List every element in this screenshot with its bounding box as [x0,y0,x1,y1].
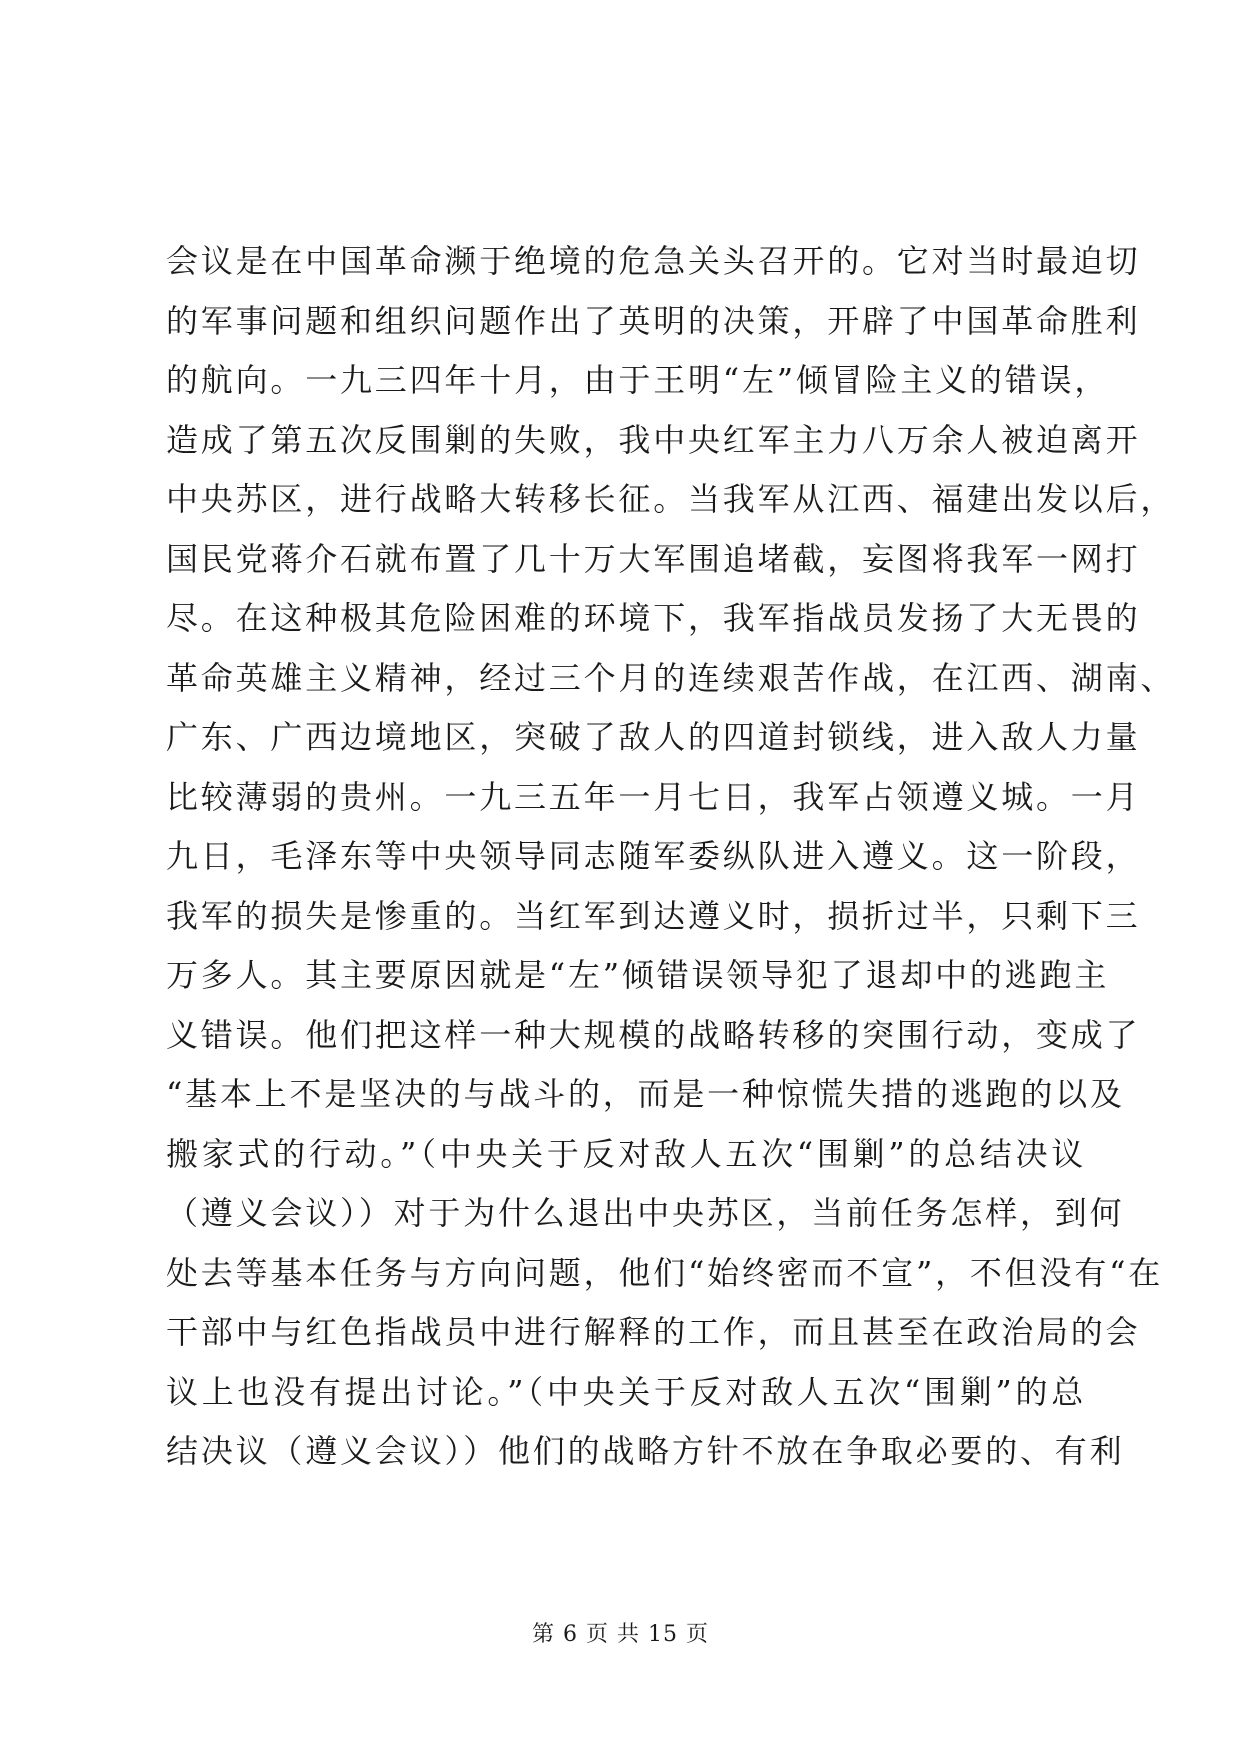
text-line-2: 的军事问题和组织问题作出了英明的决策，开辟了中国革命胜利 [166,301,1141,340]
text-line-4: 造成了第五次反围剿的失败，我中央红军主力八万余人被迫离开 [166,420,1141,459]
page-footer: 第 6 页 共 15 页 [532,1622,709,1647]
text-line-3: 的航向。一九三四年十月，由于王明“左”倾冒险主义的错误， [166,361,1110,399]
text-line-17: （遵义会议））对于为什么退出中央苏区，当前任务怎样，到何 [166,1194,1125,1232]
text-line-12: 我军的损失是惨重的。当红军到达遵义时，损折过半，只剩下三 [166,896,1141,935]
text-line-20: 议上也没有提出讨论。”（中央关于反对敌人五次“围剿”的总 [166,1372,1086,1411]
text-line-19: 干部中与红色指战员中进行解释的工作，而且甚至在政治局的会 [166,1313,1141,1351]
text-line-1: 会议是在中国革命濒于绝境的危急关头召开的。它对当时最迫切 [166,242,1141,280]
text-line-15: “基本上不是坚决的与战斗的，而是一种惊慌失措的逃跑的以及 [166,1075,1125,1113]
text-line-14: 义错误。他们把这样一种大规模的战略转移的突围行动，变成了 [166,1015,1141,1054]
text-line-8: 革命英雄主义精神，经过三个月的连续艰苦作战，在江西、湖南、 [166,658,1176,697]
text-line-7: 尽。在这种极其危险困难的环境下，我军指战员发扬了大无畏的 [166,599,1141,637]
text-line-6: 国民党蒋介石就布置了几十万大军围追堵截，妄图将我军一网打 [166,539,1141,578]
text-line-21: 结决议（遵义会议））他们的战略方针不放在争取必要的、有利 [166,1432,1125,1470]
body-text [166,232,1176,1482]
text-line-16: 搬家式的行动。”（中央关于反对敌人五次“围剿”的总结决议 [166,1134,1086,1173]
text-line-18: 处去等基本任务与方向问题，他们“始终密而不宣”，不但没有“在 [166,1253,1164,1292]
text-line-9: 广东、广西边境地区，突破了敌人的四道封锁线，进入敌人力量 [166,718,1141,756]
text-line-13: 万多人。其主要原因就是“左”倾错误领导犯了退却中的逃跑主 [166,956,1110,994]
text-line-11: 九日，毛泽东等中央领导同志随军委纵队进入遵义。这一阶段， [166,837,1141,875]
text-line-10: 比较薄弱的贵州。一九三五年一月七日，我军占领遵义城。一月 [166,777,1141,816]
text-line-5: 中央苏区，进行战略大转移长征。当我军从江西、福建出发以后， [166,480,1176,518]
